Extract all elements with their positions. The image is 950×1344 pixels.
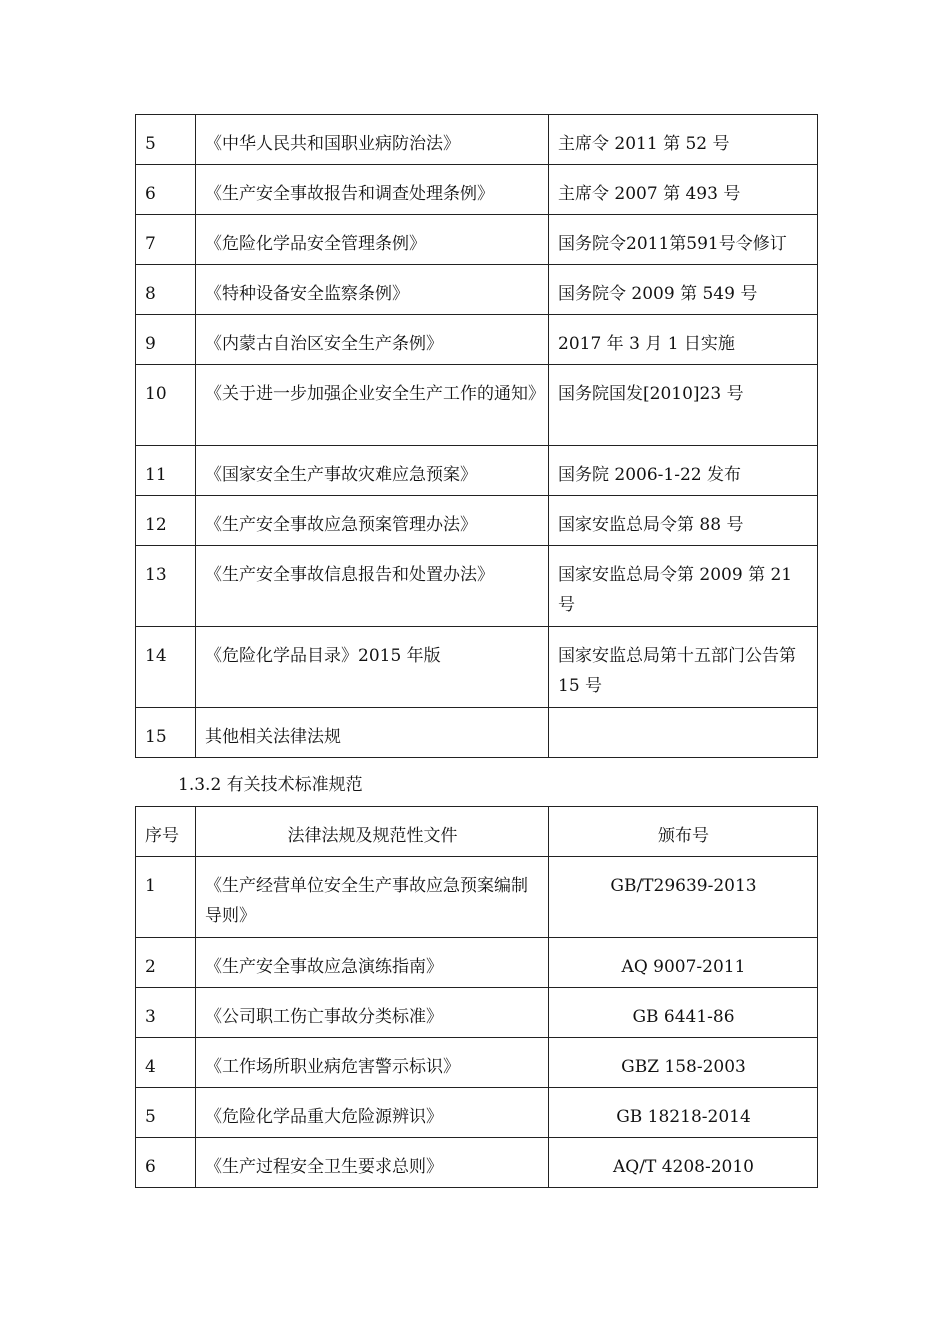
cell-name: 《危险化学品目录》2015 年版: [196, 627, 549, 708]
cell-no: 5: [136, 115, 196, 165]
laws-table: [135, 114, 818, 758]
cell-no: 13: [136, 546, 196, 627]
cell-no: 1: [136, 857, 196, 938]
cell-no: 9: [136, 315, 196, 365]
cell-no: 6: [136, 165, 196, 215]
cell-ref: GBZ 158-2003: [549, 1038, 818, 1088]
standards-table: [135, 806, 818, 1188]
cell-no: 4: [136, 1038, 196, 1088]
header-name: 法律法规及规范性文件: [196, 807, 549, 857]
cell-no: 6: [136, 1138, 196, 1188]
cell-name: 《特种设备安全监察条例》: [196, 265, 549, 315]
cell-name: 《生产经营单位安全生产事故应急预案编制导则》: [196, 857, 549, 938]
cell-ref: 国务院令 2009 第 549 号: [549, 265, 818, 315]
table-row: [136, 365, 818, 446]
cell-no: 11: [136, 446, 196, 496]
cell-name: 《国家安全生产事故灾难应急预案》: [196, 446, 549, 496]
cell-ref: AQ 9007-2011: [549, 938, 818, 988]
cell-name: 《生产安全事故应急演练指南》: [196, 938, 549, 988]
cell-name: 《生产安全事故报告和调查处理条例》: [196, 165, 549, 215]
cell-ref: 2017 年 3 月 1 日实施: [549, 315, 818, 365]
table-row: [136, 496, 818, 546]
table-row: [136, 708, 818, 758]
table-row: [136, 546, 818, 627]
cell-name: 《生产安全事故信息报告和处置办法》: [196, 546, 549, 627]
cell-ref: 国家安监总局第十五部门公告第 15 号: [549, 627, 818, 708]
cell-ref: 国务院令2011第591号令修订: [549, 215, 818, 265]
header-ref: 颁布号: [549, 807, 818, 857]
header-no: 序号: [136, 807, 196, 857]
table-header-row: [136, 807, 818, 857]
cell-ref: AQ/T 4208-2010: [549, 1138, 818, 1188]
cell-ref: 主席令 2011 第 52 号: [549, 115, 818, 165]
cell-ref: GB/T29639-2013: [549, 857, 818, 938]
cell-ref: [549, 708, 818, 758]
laws-table-body: [136, 115, 818, 758]
cell-name: 《中华人民共和国职业病防治法》: [196, 115, 549, 165]
cell-ref: 国务院 2006-1-22 发布: [549, 446, 818, 496]
section-heading: 1.3.2 有关技术标准规范: [178, 775, 363, 795]
cell-ref: GB 18218-2014: [549, 1088, 818, 1138]
cell-ref: 国家安监总局令第 2009 第 21 号: [549, 546, 818, 627]
cell-no: 3: [136, 988, 196, 1038]
cell-ref: 国务院国发[2010]23 号: [549, 365, 818, 446]
cell-name: 《危险化学品安全管理条例》: [196, 215, 549, 265]
cell-name: 《工作场所职业病危害警示标识》: [196, 1038, 549, 1088]
table-row: [136, 265, 818, 315]
cell-no: 12: [136, 496, 196, 546]
cell-no: 7: [136, 215, 196, 265]
cell-no: 8: [136, 265, 196, 315]
table-row: [136, 215, 818, 265]
cell-ref: 国家安监总局令第 88 号: [549, 496, 818, 546]
table-row: [136, 165, 818, 215]
cell-name: 《内蒙古自治区安全生产条例》: [196, 315, 549, 365]
standards-table-body: [136, 857, 818, 1188]
cell-name: 《生产安全事故应急预案管理办法》: [196, 496, 549, 546]
table-row: [136, 115, 818, 165]
cell-name: 《生产过程安全卫生要求总则》: [196, 1138, 549, 1188]
standards-table-header: [136, 807, 818, 857]
table-row: [136, 938, 818, 988]
cell-no: 5: [136, 1088, 196, 1138]
cell-no: 10: [136, 365, 196, 446]
cell-no: 15: [136, 708, 196, 758]
table-row: [136, 1088, 818, 1138]
table-row: [136, 857, 818, 938]
table-row: [136, 1138, 818, 1188]
cell-name: 《危险化学品重大危险源辨识》: [196, 1088, 549, 1138]
cell-no: 2: [136, 938, 196, 988]
cell-ref: GB 6441-86: [549, 988, 818, 1038]
table-row: [136, 1038, 818, 1088]
cell-no: 14: [136, 627, 196, 708]
cell-name: 《公司职工伤亡事故分类标准》: [196, 988, 549, 1038]
cell-name: 《关于进一步加强企业安全生产工作的通知》: [196, 365, 549, 446]
table-row: [136, 988, 818, 1038]
table-row: [136, 627, 818, 708]
table-row: [136, 446, 818, 496]
table-row: [136, 315, 818, 365]
cell-name: 其他相关法律法规: [196, 708, 549, 758]
cell-ref: 主席令 2007 第 493 号: [549, 165, 818, 215]
